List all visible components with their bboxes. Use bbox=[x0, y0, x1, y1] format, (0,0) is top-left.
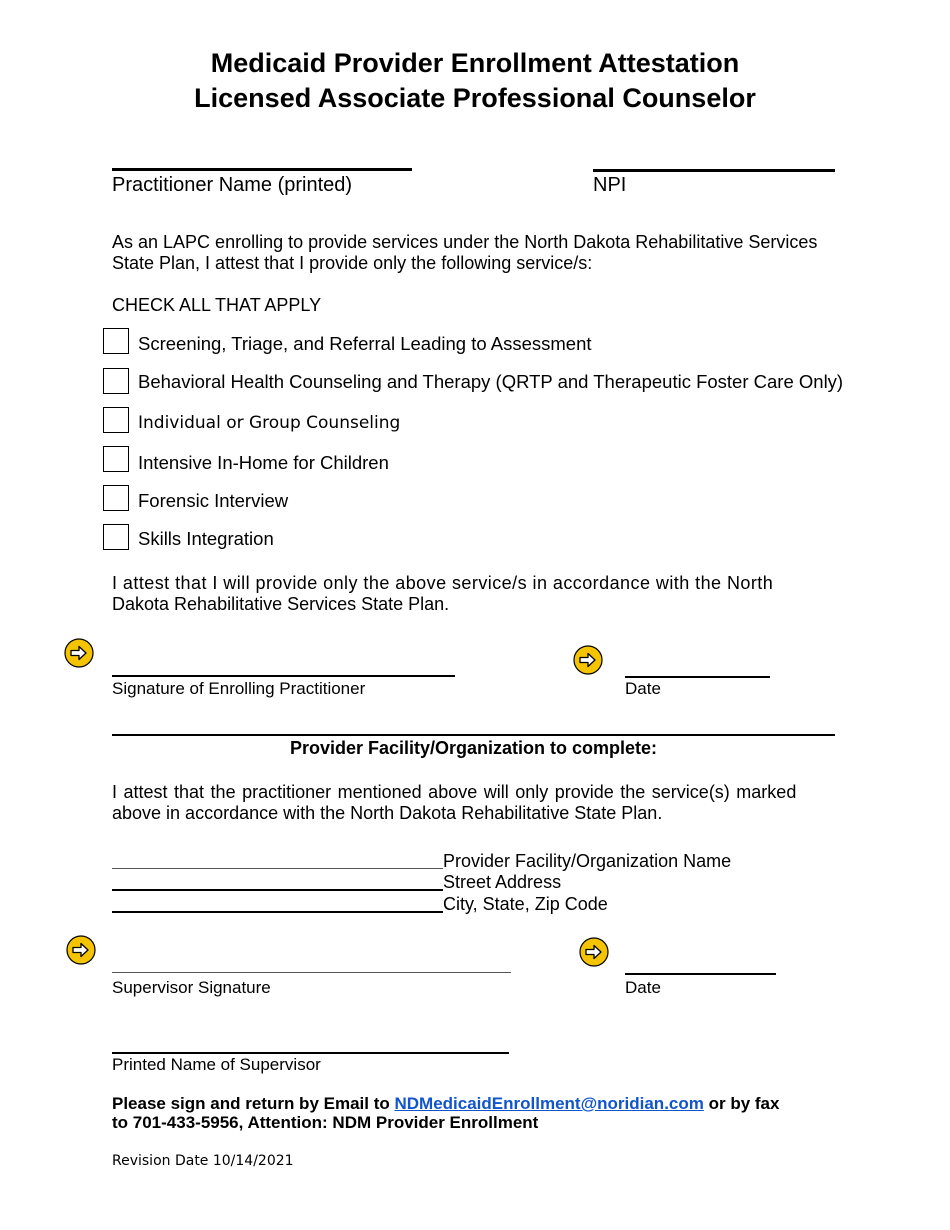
service-checkbox-screening[interactable] bbox=[103, 328, 129, 354]
supervisor-signature-line[interactable] bbox=[112, 972, 511, 973]
facility-name-line[interactable] bbox=[112, 868, 443, 869]
arrow-right-icon bbox=[66, 935, 96, 965]
attest-line2: Dakota Rehabilitative Services State Plan. bbox=[112, 594, 450, 614]
service-checkbox-behavioral-health[interactable] bbox=[103, 368, 129, 394]
practitioner-signature-label: Signature of Enrolling Practitioner bbox=[112, 679, 366, 698]
street-address-label: Street Address bbox=[443, 872, 562, 892]
revision-date: Revision Date 10/14/2021 bbox=[112, 1153, 294, 1169]
city-state-zip-label: City, State, Zip Code bbox=[443, 894, 608, 914]
form-title-line1: Medicaid Provider Enrollment Attestation bbox=[210, 48, 740, 78]
supervisor-signature-label: Supervisor Signature bbox=[112, 978, 271, 997]
city-state-zip-line[interactable] bbox=[112, 911, 443, 913]
service-checkbox-counseling[interactable] bbox=[103, 407, 129, 433]
npi-line[interactable] bbox=[593, 169, 835, 172]
return-instructions-line2: to 701-433-5956, Attention: NDM Provider Enrollment bbox=[112, 1113, 539, 1132]
practitioner-name-label: Practitioner Name (printed) bbox=[112, 174, 353, 196]
intro-line1: As an LAPC enrolling to provide services under the North Dakota Rehabilitative Services bbox=[112, 232, 818, 252]
practitioner-date-line[interactable] bbox=[625, 676, 770, 678]
facility-heading: Provider Facility/Organization to complete: bbox=[289, 738, 658, 758]
practitioner-date-label: Date bbox=[625, 679, 661, 698]
service-label-forensic: Forensic Interview bbox=[138, 490, 289, 511]
arrow-right-icon bbox=[64, 638, 94, 668]
return-instructions-line1 bbox=[112, 1094, 779, 1114]
service-label-skills: Skills Integration bbox=[138, 528, 274, 549]
service-checkbox-forensic[interactable] bbox=[103, 485, 129, 511]
practitioner-signature-line[interactable] bbox=[112, 675, 455, 677]
intro-line2: State Plan, I attest that I provide only the following service/s: bbox=[112, 253, 593, 273]
service-label-screening: Screening, Triage, and Referral Leading to Assessment bbox=[138, 333, 592, 354]
return-suffix: or by fax bbox=[708, 1094, 780, 1113]
supervisor-date-line[interactable] bbox=[625, 973, 776, 975]
facility-attest-line2: above in accordance with the North Dakota Rehabilitative State Plan. bbox=[112, 803, 663, 823]
supervisor-date-label: Date bbox=[625, 978, 661, 997]
facility-attest-line1: I attest that the practitioner mentioned above will only provide the service(s) marked bbox=[112, 782, 797, 802]
attest-line1: I attest that I will provide only the above service/s in accordance with the North bbox=[112, 573, 774, 593]
supervisor-printed-name-line[interactable] bbox=[112, 1052, 509, 1054]
service-checkbox-in-home[interactable] bbox=[103, 446, 129, 472]
street-address-line[interactable] bbox=[112, 889, 443, 891]
return-prefix: Please sign and return by Email to bbox=[112, 1094, 390, 1113]
supervisor-printed-name-label: Printed Name of Supervisor bbox=[112, 1055, 321, 1074]
service-label-behavioral-health: Behavioral Health Counseling and Therapy (QRTP and Therapeutic Foster Care Only) bbox=[138, 371, 844, 392]
npi-label: NPI bbox=[593, 174, 627, 196]
check-all-label: CHECK ALL THAT APPLY bbox=[112, 295, 322, 315]
form-title-line2: Licensed Associate Professional Counselor bbox=[194, 83, 756, 113]
service-label-in-home: Intensive In-Home for Children bbox=[138, 452, 389, 473]
facility-name-label: Provider Facility/Organization Name bbox=[443, 851, 732, 871]
arrow-right-icon bbox=[579, 937, 609, 967]
arrow-right-icon bbox=[573, 645, 603, 675]
section-divider bbox=[112, 734, 835, 736]
email-link[interactable]: NDMedicaidEnrollment@noridian.com bbox=[394, 1094, 704, 1113]
service-checkbox-skills[interactable] bbox=[103, 524, 129, 550]
practitioner-name-line[interactable] bbox=[112, 168, 412, 171]
service-label-counseling: Individual or Group Counseling bbox=[138, 413, 401, 433]
